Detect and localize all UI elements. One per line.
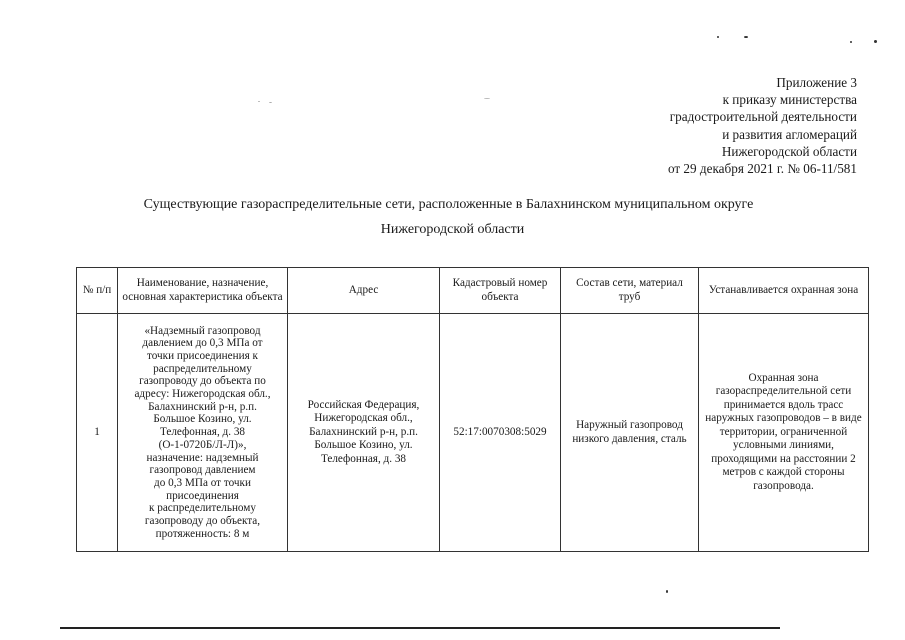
cell-composition: Наружный газопровод низкого давления, сталь <box>561 314 699 552</box>
appendix-line: от 29 декабря 2021 г. № 06-11/581 <box>667 161 857 177</box>
header-number: № п/п <box>77 268 118 314</box>
header-address: Адрес <box>288 268 440 314</box>
table-header-row <box>77 268 869 314</box>
scan-speck <box>874 40 877 43</box>
description-line: точки присоединения к <box>147 349 258 362</box>
page-bottom-rule <box>60 627 780 629</box>
gas-network-table <box>76 267 869 552</box>
header-name: Наименование, назначение, основная характеристика объекта <box>118 268 288 314</box>
description-line: газопроводу до объекта по <box>139 375 266 388</box>
appendix-block <box>668 74 857 177</box>
description-line: адресу: Нижегородская обл., <box>134 388 271 401</box>
description-line: газопровод давлением <box>149 464 256 477</box>
description-line: «Надземный газопровод <box>144 324 261 337</box>
table-row <box>77 314 869 552</box>
appendix-line: градостроительной деятельности <box>669 109 857 125</box>
description-line: протяженность: 8 м <box>155 527 250 540</box>
description-line: присоединения <box>166 489 239 502</box>
document-title-line-2: Нижегородской области <box>380 222 525 237</box>
appendix-line: Приложение 3 <box>776 75 857 90</box>
description-line: к распределительному <box>149 502 256 515</box>
header-composition: Состав сети, материал труб <box>561 268 699 314</box>
cell-description <box>118 314 288 552</box>
description-line: Телефонная, д. 38 <box>159 426 246 439</box>
description-line: до 0,3 МПа от точки <box>154 476 251 489</box>
scan-speck <box>484 98 490 99</box>
appendix-line: и развития агломераций <box>722 126 857 142</box>
header-cadastral: Кадастровый номер объекта <box>440 268 561 314</box>
document-title-line-1: Существующие газораспределительные сети, расположенные в Балахнинском муниципальном округе <box>143 197 754 212</box>
scan-speck <box>258 101 260 102</box>
description-line: давлением до 0,3 МПа от <box>142 337 263 350</box>
scan-speck <box>666 590 668 593</box>
description-line: (О-1-0720Б/Л-Л)», <box>158 438 247 451</box>
description-line: газопроводу до объекта, <box>144 515 261 528</box>
scan-speck <box>269 102 272 103</box>
appendix-line: к приказу министерства <box>722 92 857 108</box>
scan-speck <box>744 36 748 38</box>
header-zone: Устанавливается охранная зона <box>699 268 869 314</box>
scan-speck <box>717 36 719 38</box>
cell-cadastral: 52:17:0070308:5029 <box>440 314 561 552</box>
cell-address: Российская Федерация, Нижегородская обл., Балахнинский р-н, р.п. Большое Козино, ул. Телефонная, д. 38 <box>288 314 440 552</box>
description-line: назначение: надземный <box>146 451 259 464</box>
appendix-line: Нижегородской области <box>721 143 857 159</box>
cell-zone: Охранная зона газораспределительной сети принимается вдоль трасс наружных газопроводов – в виде территории, ограниченной условными линиями, проходящими на расстоянии 2 метров с каждой стороны газопровода. <box>699 314 869 552</box>
cell-number: 1 <box>77 314 118 552</box>
scan-speck <box>850 41 852 43</box>
description-line: Большое Козино, ул. <box>153 413 252 426</box>
description-line: Балахнинский р-н, р.п. <box>148 400 257 413</box>
description-line: распределительному <box>153 362 252 375</box>
